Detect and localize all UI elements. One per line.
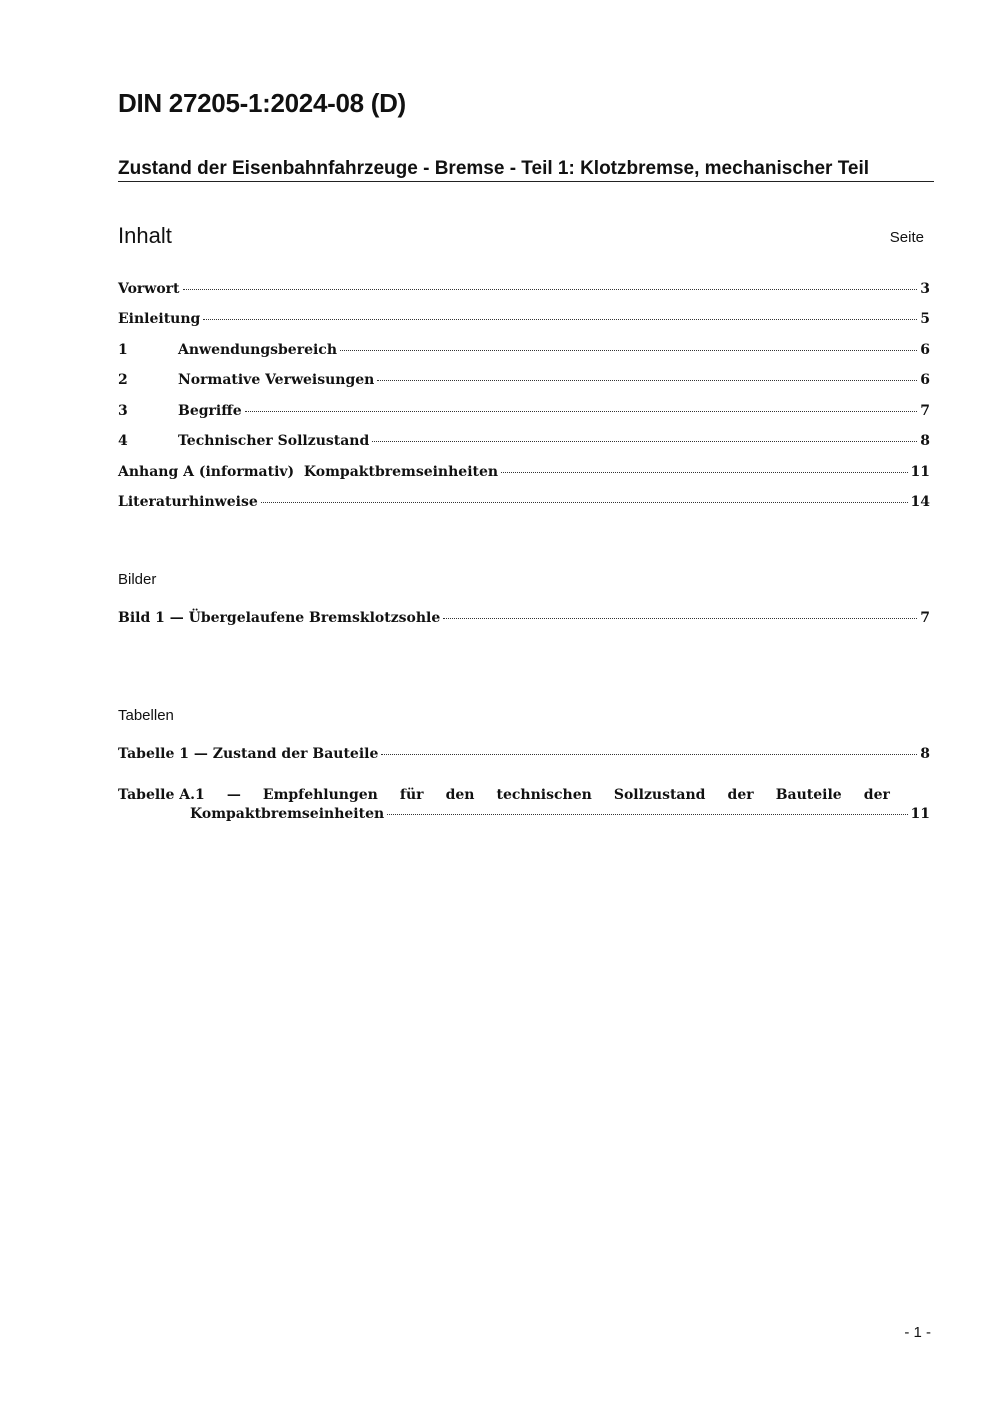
dot-leader — [203, 319, 917, 320]
toc-entry-page: 8 — [920, 433, 930, 449]
toc-entry-number: 2 — [118, 372, 128, 388]
dot-leader — [387, 814, 907, 815]
dot-leader — [443, 618, 917, 619]
table-of-contents — [118, 281, 930, 521]
word: — — [226, 787, 241, 803]
toc-entry-technischer-sollzustand[interactable] — [118, 433, 930, 449]
document-id: DIN 27205-1:2024-08 (D) — [118, 88, 406, 118]
figure-entry[interactable] — [118, 610, 930, 626]
toc-entry-begriffe[interactable] — [118, 403, 930, 419]
toc-entry-anwendungsbereich[interactable] — [118, 342, 930, 358]
toc-entry-page: 6 — [920, 342, 930, 358]
figure-entry-page: 7 — [920, 610, 930, 626]
toc-entry-page: 14 — [910, 494, 930, 510]
dot-leader — [183, 289, 918, 290]
toc-entry-page: 3 — [920, 281, 930, 297]
document-title: Zustand der Eisenbahnfahrzeuge - Bremse - Teil 1: Klotzbremse, mechanischer Teil — [118, 158, 934, 182]
figure-entry-label: Bild 1 — Übergelaufene Bremsklotzsohle — [118, 610, 441, 626]
tables-heading: Tabellen — [118, 707, 174, 724]
toc-entry-literaturhinweise[interactable] — [118, 494, 930, 510]
dot-leader — [245, 411, 918, 412]
list-of-tables — [118, 746, 930, 770]
word: der — [863, 787, 890, 803]
dot-leader — [377, 380, 917, 381]
dot-leader — [501, 472, 907, 473]
table-entry-label: Tabelle 1 — Zustand der Bauteile — [118, 746, 379, 762]
toc-entry-label: Anhang A (informativ) Kompaktbremseinheiten — [118, 464, 499, 480]
word: der — [727, 787, 754, 803]
toc-entry-label: Anwendungsbereich — [178, 342, 337, 358]
word: für — [399, 787, 424, 803]
table-entry-a1-line1 — [118, 787, 930, 803]
toc-entry-normative-verweisungen[interactable] — [118, 372, 930, 388]
dot-leader — [372, 441, 917, 442]
table-entry-label: Kompaktbremseinheiten — [190, 806, 385, 822]
word: Bauteile — [775, 787, 842, 803]
page-column-label: Seite — [889, 229, 924, 246]
toc-entry-anhang-a[interactable] — [118, 464, 930, 480]
toc-entry-page: 5 — [920, 311, 930, 327]
toc-entry-page: 6 — [920, 372, 930, 388]
toc-entry-number: 4 — [118, 433, 128, 449]
toc-heading: Inhalt — [118, 223, 172, 248]
toc-entry-einleitung[interactable] — [118, 311, 930, 327]
dot-leader — [261, 502, 908, 503]
word: Sollzustand — [613, 787, 706, 803]
table-entry[interactable] — [118, 746, 930, 762]
dot-leader — [381, 754, 917, 755]
figures-heading: Bilder — [118, 571, 157, 588]
toc-entry-number: 3 — [118, 403, 128, 419]
toc-entry-page: 11 — [910, 464, 930, 480]
word: Tabelle A.1 — [118, 787, 205, 803]
toc-entry-number: 1 — [118, 342, 128, 358]
toc-entry-label: Begriffe — [178, 403, 242, 419]
toc-entry-label: Literaturhinweise — [118, 494, 258, 510]
table-entry-page: 8 — [920, 746, 930, 762]
word: technischen — [496, 787, 592, 803]
toc-entry-label: Einleitung — [118, 311, 201, 327]
word: den — [445, 787, 475, 803]
table-entry-page: 11 — [910, 806, 930, 822]
toc-entry-page: 7 — [920, 403, 930, 419]
toc-entry-label: Technischer Sollzustand — [178, 433, 370, 449]
toc-entry-vorwort[interactable] — [118, 281, 930, 297]
toc-entry-label: Normative Verweisungen — [178, 372, 375, 388]
page-number: - 1 - — [904, 1324, 931, 1341]
toc-entry-label: Vorwort — [118, 281, 180, 297]
table-entry-a1-line2 — [118, 806, 930, 822]
dot-leader — [340, 350, 917, 351]
table-entry-a1[interactable] — [118, 787, 930, 822]
word: Empfehlungen — [262, 787, 378, 803]
list-of-figures — [118, 610, 930, 634]
